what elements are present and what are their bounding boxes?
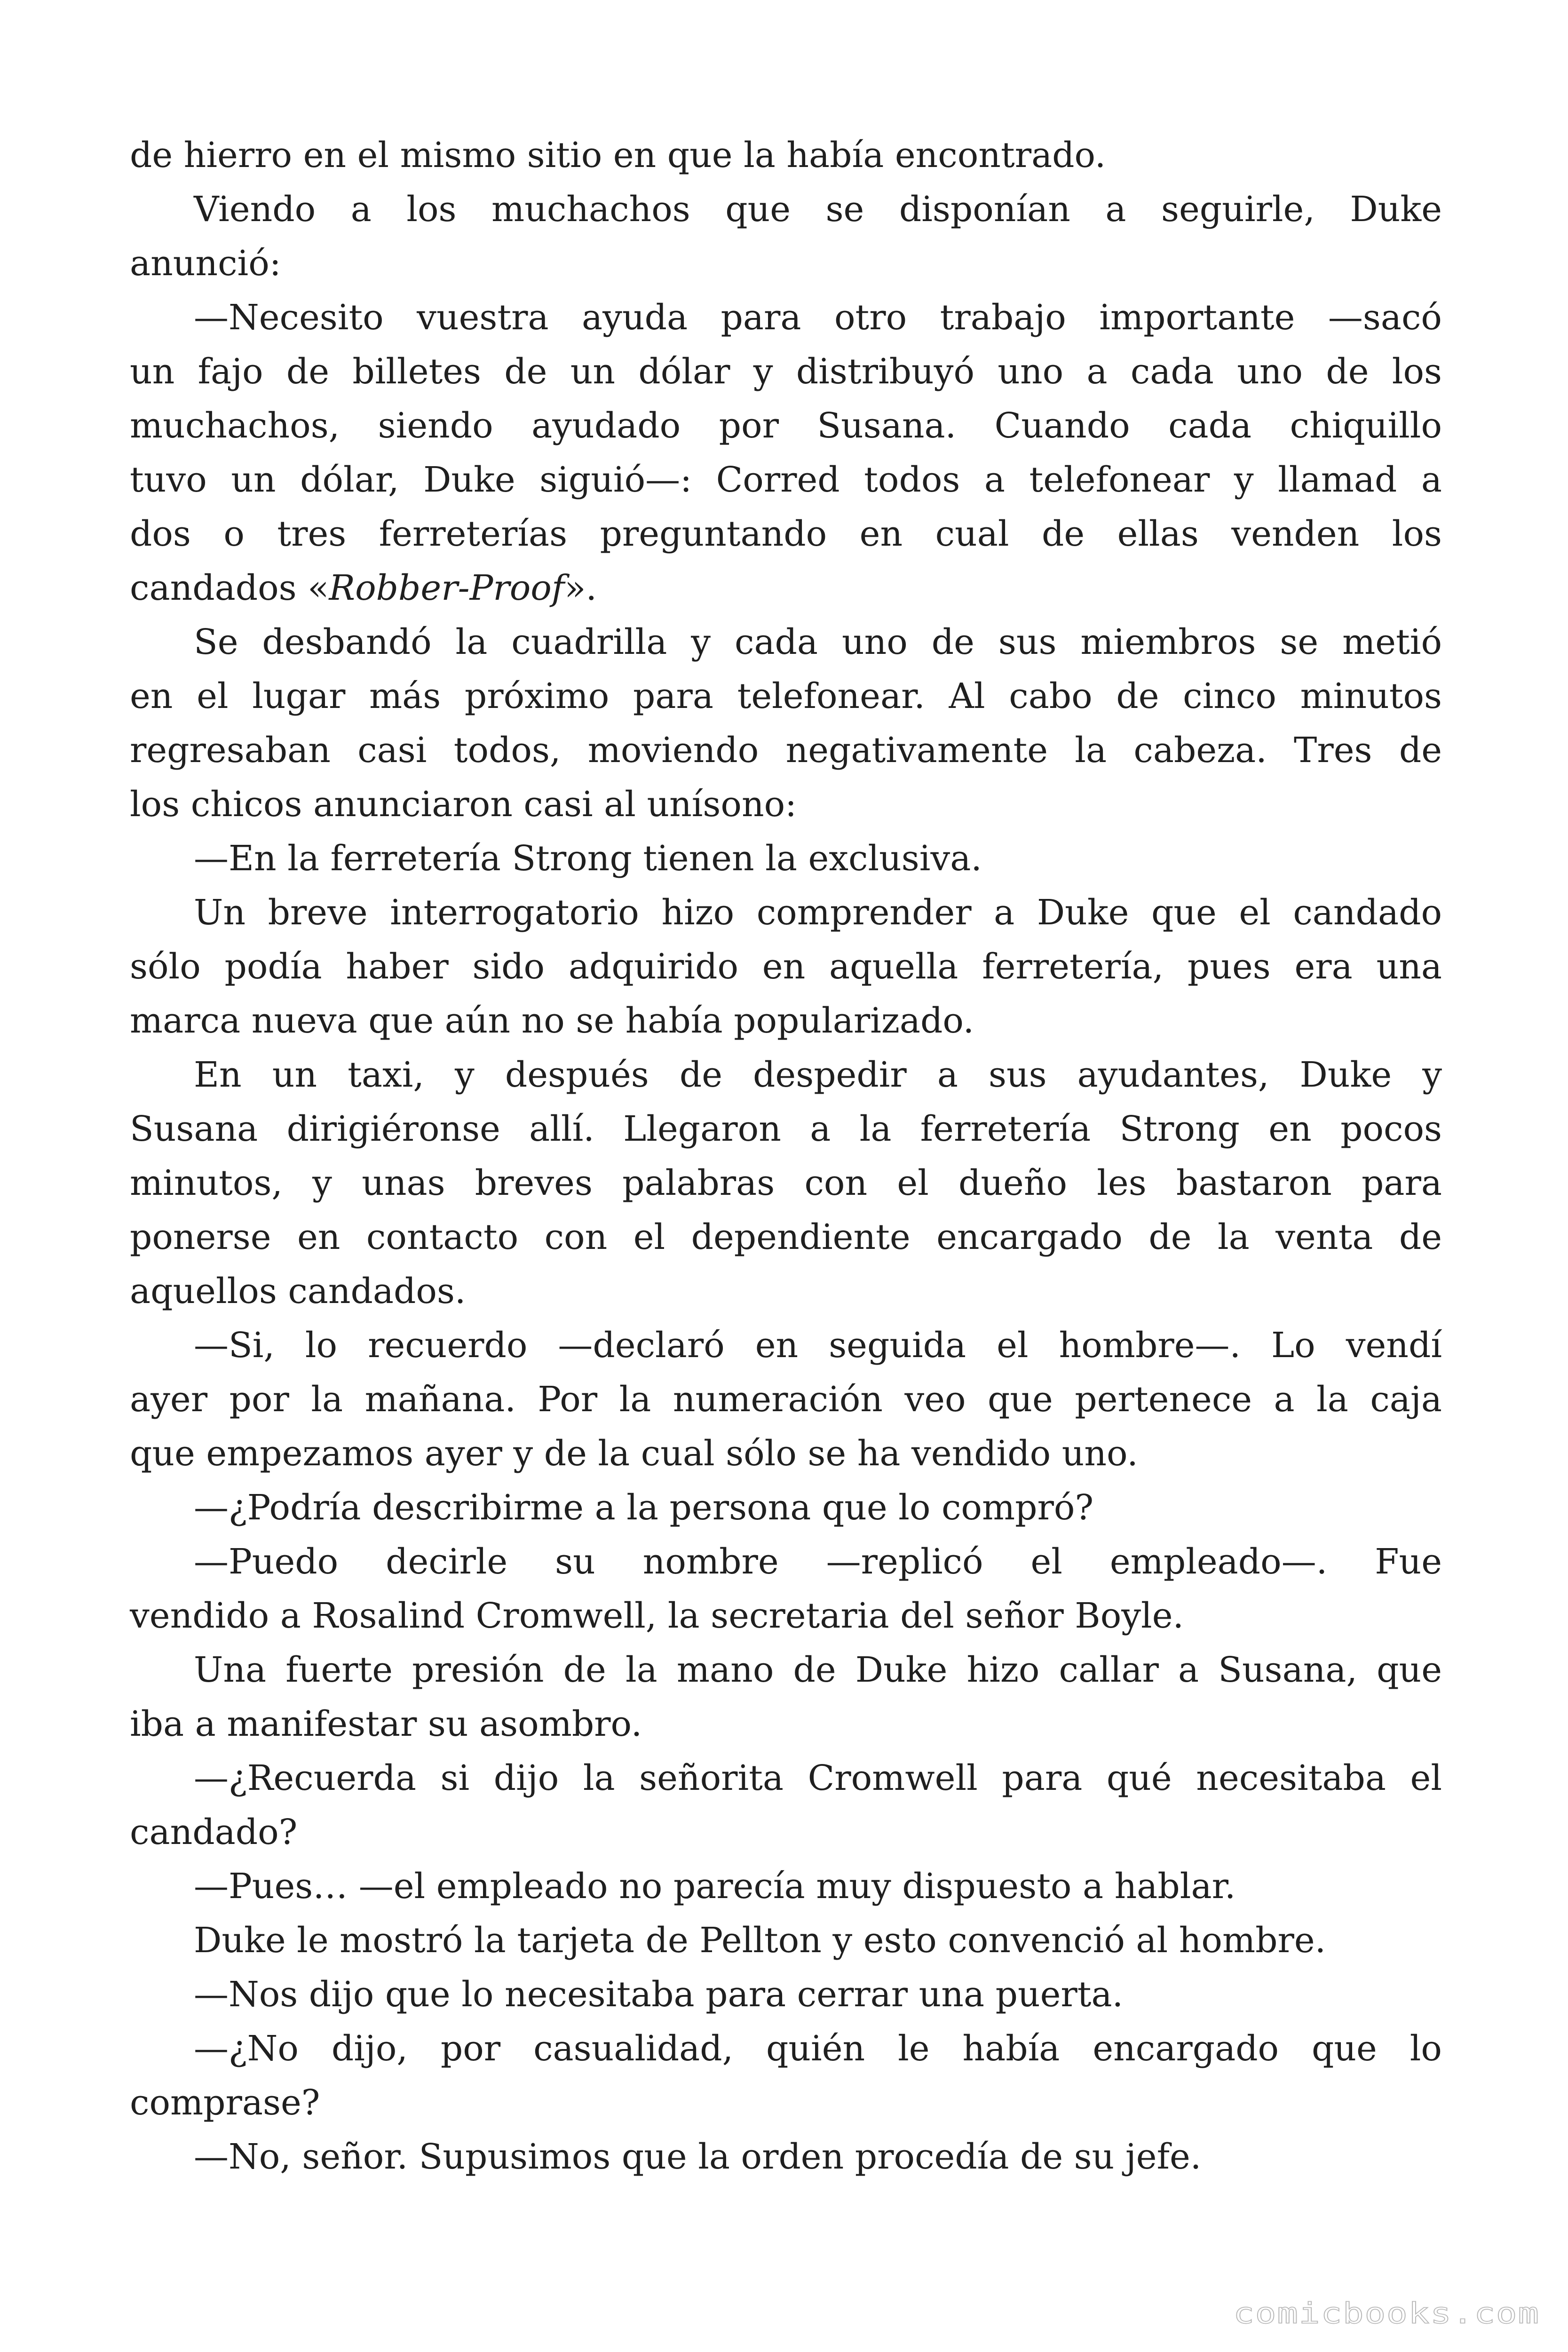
text-line: en el lugar más próximo para telefonear. Al cabo de cinco minutos [130,676,1442,716]
text-line: aquellos candados. [130,1271,466,1311]
text-line: Se desbandó la cuadrilla y cada uno de sus miembros se metió [194,622,1442,662]
text-line: Una fuerte presión de la mano de Duke hizo callar a Susana, que [194,1650,1442,1690]
text-line: —No, señor. Supusimos que la orden procedía de su jefe. [194,2137,1202,2177]
text-line: —En la ferretería Strong tienen la exclusiva. [194,838,982,879]
text-line: sólo podía haber sido adquirido en aquella ferretería, pues era una [130,946,1442,987]
text-line: de hierro en el mismo sitio en que la había encontrado. [130,135,1106,175]
text-line: anunció: [130,243,281,284]
text-line: candado? [130,1812,298,1852]
text-line: que empezamos ayer y de la cual sólo se ha vendido uno. [130,1433,1138,1474]
text-line: —Si, lo recuerdo —declaró en seguida el hombre—. Lo vendí [194,1325,1442,1366]
text-line [130,564,1442,612]
text-line: —Pues… —el empleado no parecía muy dispuesto a hablar. [194,1866,1236,1907]
text-line: iba a manifestar su asombro. [130,1704,642,1744]
text-line: —Puedo decirle su nombre —replicó el empleado—. Fue [194,1542,1442,1582]
text-line: Un breve interrogatorio hizo comprender a Duke que el candado [194,892,1442,933]
text-line: Duke le mostró la tarjeta de Pellton y esto convenció al hombre. [194,1920,1326,1961]
text-fragment: candados « [130,568,329,608]
text-line: dos o tres ferreterías preguntando en cual de ellas venden los [130,514,1442,554]
text-line: —¿Recuerda si dijo la señorita Cromwell para qué necesitaba el [194,1758,1442,1798]
text-line: marca nueva que aún no se había popularizado. [130,1001,974,1041]
text-line: —¿Podría describirme a la persona que lo compró? [194,1487,1094,1528]
text-line: minutos, y unas breves palabras con el dueño les bastaron para [130,1163,1442,1203]
text-line: Susana dirigiéronse allí. Llegaron a la ferretería Strong en pocos [130,1109,1442,1149]
text-line: —¿No dijo, por casualidad, quién le había encargado que lo [194,2028,1442,2069]
italic-product-name: Robber-Proof [329,568,565,608]
text-line: comprase? [130,2082,320,2123]
text-line: —Nos dijo que lo necesitaba para cerrar una puerta. [194,1974,1124,2015]
watermark: comicbooks.com [1233,2296,1540,2330]
text-fragment: ». [564,568,597,608]
text-line: ayer por la mañana. Por la numeración veo que pertenece a la caja [130,1379,1442,1420]
text-line: Viendo a los muchachos que se disponían a seguirle, Duke [194,189,1442,230]
text-line: muchachos, siendo ayudado por Susana. Cuando cada chiquillo [130,405,1442,446]
text-line: —Necesito vuestra ayuda para otro trabajo importante —sacó [194,297,1442,338]
text-line: vendido a Rosalind Cromwell, la secretaria del señor Boyle. [130,1596,1184,1636]
text-line: tuvo un dólar, Duke siguió—: Corred todos a telefonear y llamad a [130,460,1442,500]
text-line: ponerse en contacto con el dependiente encargado de la venta de [130,1217,1442,1257]
text-line: los chicos anunciaron casi al unísono: [130,784,797,825]
text-line: un fajo de billetes de un dólar y distribuyó uno a cada uno de los [130,351,1442,392]
text-line: regresaban casi todos, moviendo negativamente la cabeza. Tres de [130,730,1442,771]
text-line: En un taxi, y después de despedir a sus ayudantes, Duke y [194,1055,1442,1095]
